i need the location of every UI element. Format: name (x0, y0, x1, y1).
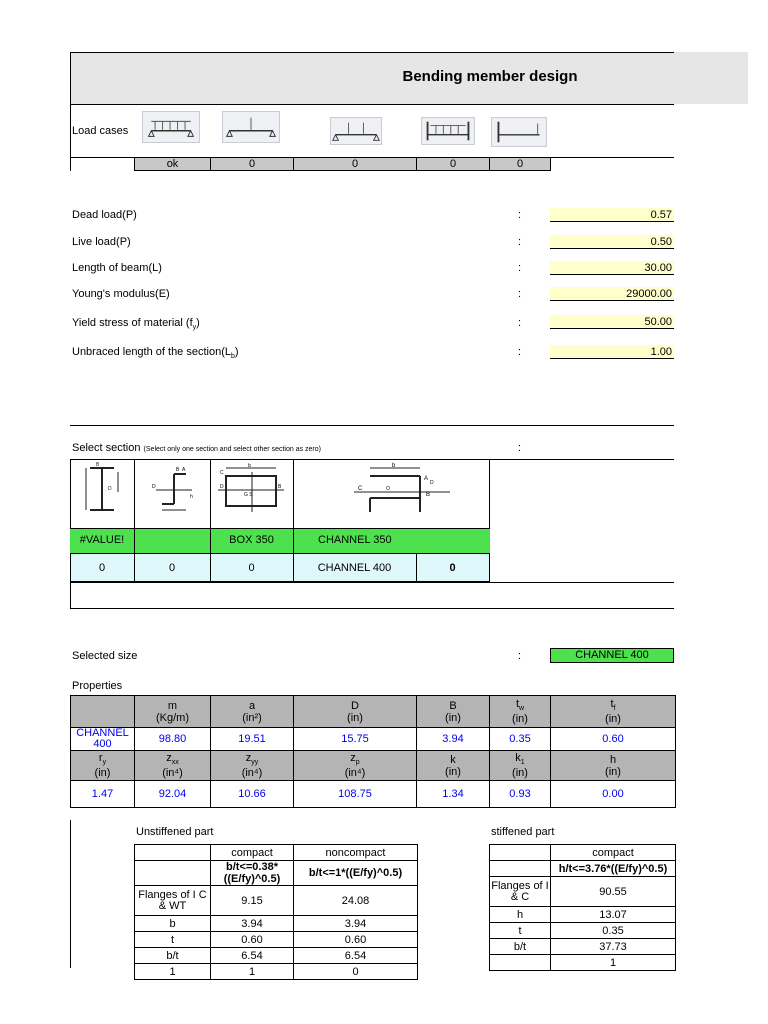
live-load-input[interactable]: 0.50 (550, 235, 674, 249)
colon: : (518, 288, 522, 300)
svg-text:A: A (424, 476, 429, 482)
left-border-2 (70, 157, 71, 171)
fixed-udl-beam-icon[interactable] (421, 117, 475, 145)
load-case-value-4[interactable]: 0 (416, 157, 490, 171)
value-zyy: 10.66 (211, 781, 294, 808)
table-cell: 9.15 (211, 886, 294, 916)
svg-text:A: A (182, 467, 186, 473)
grid-line (70, 582, 71, 608)
table-cell: 1 (211, 964, 294, 980)
divider (70, 425, 674, 426)
load-case-value-3[interactable]: 0 (293, 157, 417, 171)
row-label: h (490, 907, 551, 923)
youngs-modulus-input[interactable]: 29000.00 (550, 287, 674, 301)
value-h: 0.00 (551, 781, 676, 808)
row-label: t (135, 932, 211, 948)
unstiffened-table (134, 844, 418, 980)
left-border-bottom (70, 820, 71, 968)
blank-cell (490, 861, 551, 877)
input-label-tail: ) (196, 317, 200, 329)
channel-section-icon[interactable] (350, 462, 462, 522)
value-d: 15.75 (294, 728, 417, 751)
select-section-note: (Select only one section and select other section as zero) (143, 446, 321, 453)
divider (70, 608, 674, 609)
value-zp: 108.75 (294, 781, 417, 808)
table-cell: 3.94 (211, 916, 294, 932)
load-cases-label: Load cases (72, 125, 129, 137)
header-k: k (in) (417, 751, 490, 781)
yield-stress-input[interactable]: 50.00 (550, 315, 674, 329)
load-case-value-5[interactable]: 0 (489, 157, 551, 171)
value-ry: 1.47 (71, 781, 135, 808)
header-ry: $r_y$ (in) (71, 751, 135, 781)
two-point-load-beam-icon[interactable] (330, 117, 382, 145)
row-label: b/t (490, 939, 551, 955)
svg-text:B: B (278, 484, 282, 490)
select-section-label (72, 442, 321, 454)
c-section-icon[interactable] (146, 464, 200, 516)
properties-label: Properties (72, 680, 123, 692)
colon: : (518, 442, 522, 454)
table-row (135, 932, 418, 948)
svg-text:C: C (358, 486, 363, 492)
table-row (135, 948, 418, 964)
unbraced-length-input[interactable]: 1.00 (550, 345, 674, 359)
table-row (490, 923, 676, 939)
section-value-channel-name[interactable]: CHANNEL 400 (317, 562, 392, 574)
header-zxx: $z_{xx}$ (in⁴) (135, 751, 211, 781)
section-name-box[interactable]: BOX 350 (229, 534, 274, 546)
svg-text:G S: G S (244, 492, 253, 498)
blank-header-cell (71, 696, 135, 728)
selected-size-label: Selected size (72, 650, 138, 662)
section-value-channel[interactable]: 0 (449, 562, 456, 574)
svg-text:C: C (220, 470, 224, 476)
value-tw: 0.35 (490, 728, 551, 751)
input-label-text: Unbraced length of the section(L (72, 346, 231, 358)
compact-header: compact (551, 845, 676, 861)
table-cell: 0.35 (551, 923, 676, 939)
table-header-row (135, 845, 418, 861)
value-a: 19.51 (211, 728, 294, 751)
stiffened-label: stiffened part (491, 826, 555, 838)
section-value-box[interactable]: 0 (248, 562, 255, 574)
table-cell: 6.54 (294, 948, 418, 964)
select-section-title: Select section (72, 442, 141, 454)
divider (70, 459, 674, 460)
length-input[interactable]: 30.00 (550, 261, 674, 275)
colon: : (518, 236, 522, 248)
value-k: 1.34 (417, 781, 490, 808)
grid-line (489, 554, 490, 582)
value-k1: 0.93 (490, 781, 551, 808)
table-row (135, 886, 418, 916)
header-tf: $t_f$ (in) (551, 696, 676, 728)
row-label: Flanges of I C & WT (135, 886, 211, 916)
table-cell: 0.60 (211, 932, 294, 948)
header-zyy: $z_{yy}$ (in⁴) (211, 751, 294, 781)
header-h: h (in) (551, 751, 676, 781)
colon: : (518, 262, 522, 274)
input-label-sub: y (192, 324, 197, 332)
table-cell: 0.60 (294, 932, 418, 948)
title-bottom-border (70, 104, 674, 105)
header-b: B (in) (417, 696, 490, 728)
header-a: a (in²) (211, 696, 294, 728)
row-label: t (490, 923, 551, 939)
load-case-value-2[interactable]: 0 (210, 157, 294, 171)
colon: : (518, 209, 522, 221)
svg-text:D: D (220, 484, 224, 490)
row-label (490, 955, 551, 971)
compact-formula: b/t<=0.38*((E/fy)^0.5) (211, 861, 294, 886)
table-row (135, 916, 418, 932)
svg-text:h: h (190, 494, 193, 500)
value-m: 98.80 (135, 728, 211, 751)
input-label (72, 346, 239, 360)
table-row (490, 939, 676, 955)
row-label: b/t (135, 948, 211, 964)
svg-text:B: B (96, 462, 100, 468)
grid-line (293, 528, 294, 554)
table-cell: 1 (551, 955, 676, 971)
table-cell: 6.54 (211, 948, 294, 964)
properties-header-row-1 (71, 696, 676, 728)
svg-text:D: D (108, 486, 112, 492)
load-case-value-1[interactable]: ok (134, 157, 211, 171)
colon: : (518, 317, 522, 329)
table-row (490, 955, 676, 971)
udl-beam-icon[interactable] (142, 111, 200, 143)
table-row (490, 877, 676, 907)
colon: : (518, 346, 522, 358)
properties-table (70, 695, 676, 808)
input-label: Dead load(P) (72, 209, 137, 221)
header-d: D (in) (294, 696, 417, 728)
left-border-top (70, 52, 71, 158)
section-name-channel[interactable]: CHANNEL 350 (318, 534, 392, 546)
table-row (135, 964, 418, 980)
value-tf: 0.60 (551, 728, 676, 751)
svg-text:D: D (152, 484, 156, 490)
table-header-row (490, 845, 676, 861)
input-label-tail: ) (234, 346, 239, 358)
noncompact-formula: b/t<=1*((E/fy)^0.5) (294, 861, 418, 886)
table-cell: 24.08 (294, 886, 418, 916)
top-border (70, 52, 674, 53)
box-section-icon[interactable] (214, 462, 290, 522)
properties-value-row-1 (71, 728, 676, 751)
dead-load-input[interactable]: 0.57 (550, 208, 674, 222)
row-label: 1 (135, 964, 211, 980)
cantilever-beam-icon[interactable] (491, 117, 547, 147)
compact-header: compact (211, 845, 294, 861)
blank-cell (135, 845, 211, 861)
section-name-i[interactable]: #VALUE! (79, 534, 125, 546)
table-row (490, 907, 676, 923)
section-value-i[interactable]: 0 (98, 562, 106, 574)
header-tw: $t_w$ (in) (490, 696, 551, 728)
grid-line (134, 528, 135, 554)
i-section-icon[interactable] (80, 462, 124, 518)
table-cell: 0 (294, 964, 418, 980)
colon: : (518, 650, 522, 662)
svg-text:b: b (248, 463, 251, 469)
blank-cell (490, 845, 551, 861)
input-label-sub: b (231, 353, 235, 361)
properties-value-row-2 (71, 781, 676, 808)
header-m: m (Kg/m) (135, 696, 211, 728)
input-label (72, 317, 200, 331)
table-cell: 90.55 (551, 877, 676, 907)
table-cell: 3.94 (294, 916, 418, 932)
row-label: Flanges of I & C (490, 877, 551, 907)
row-label: b (135, 916, 211, 932)
svg-text:D: D (430, 480, 434, 486)
unstiffened-label: Unstiffened part (136, 826, 214, 838)
table-formula-row (490, 861, 676, 877)
input-label: Live load(P) (72, 236, 131, 248)
table-formula-row (135, 861, 418, 886)
divider (70, 582, 674, 583)
svg-text:O: O (386, 486, 390, 492)
table-cell: 13.07 (551, 907, 676, 923)
table-cell: 37.73 (551, 939, 676, 955)
blank-cell (135, 861, 211, 886)
section-name-cell: CHANNEL 400 (71, 728, 135, 751)
properties-header-row-2 (71, 751, 676, 781)
input-label-text: Yield stress of material (f (72, 317, 193, 329)
section-value-c[interactable]: 0 (168, 562, 176, 574)
stiffened-table (489, 844, 676, 971)
page-title: Bending member design (402, 68, 578, 85)
input-label: Length of beam(L) (72, 262, 162, 274)
svg-text:b: b (392, 463, 396, 469)
point-load-beam-icon[interactable] (222, 111, 280, 143)
value-b: 3.94 (417, 728, 490, 751)
value-zxx: 92.04 (135, 781, 211, 808)
svg-text:B: B (426, 492, 431, 498)
selected-size-value: CHANNEL 400 (550, 648, 674, 663)
input-label: Young's modulus(E) (72, 288, 170, 300)
header-k1: $k_1$ (in) (490, 751, 551, 781)
svg-text:B: B (176, 467, 180, 473)
header-zp: $z_p$ (in⁴) (294, 751, 417, 781)
compact-formula: h/t<=3.76*((E/fy)^0.5) (551, 861, 676, 877)
noncompact-header: noncompact (294, 845, 418, 861)
